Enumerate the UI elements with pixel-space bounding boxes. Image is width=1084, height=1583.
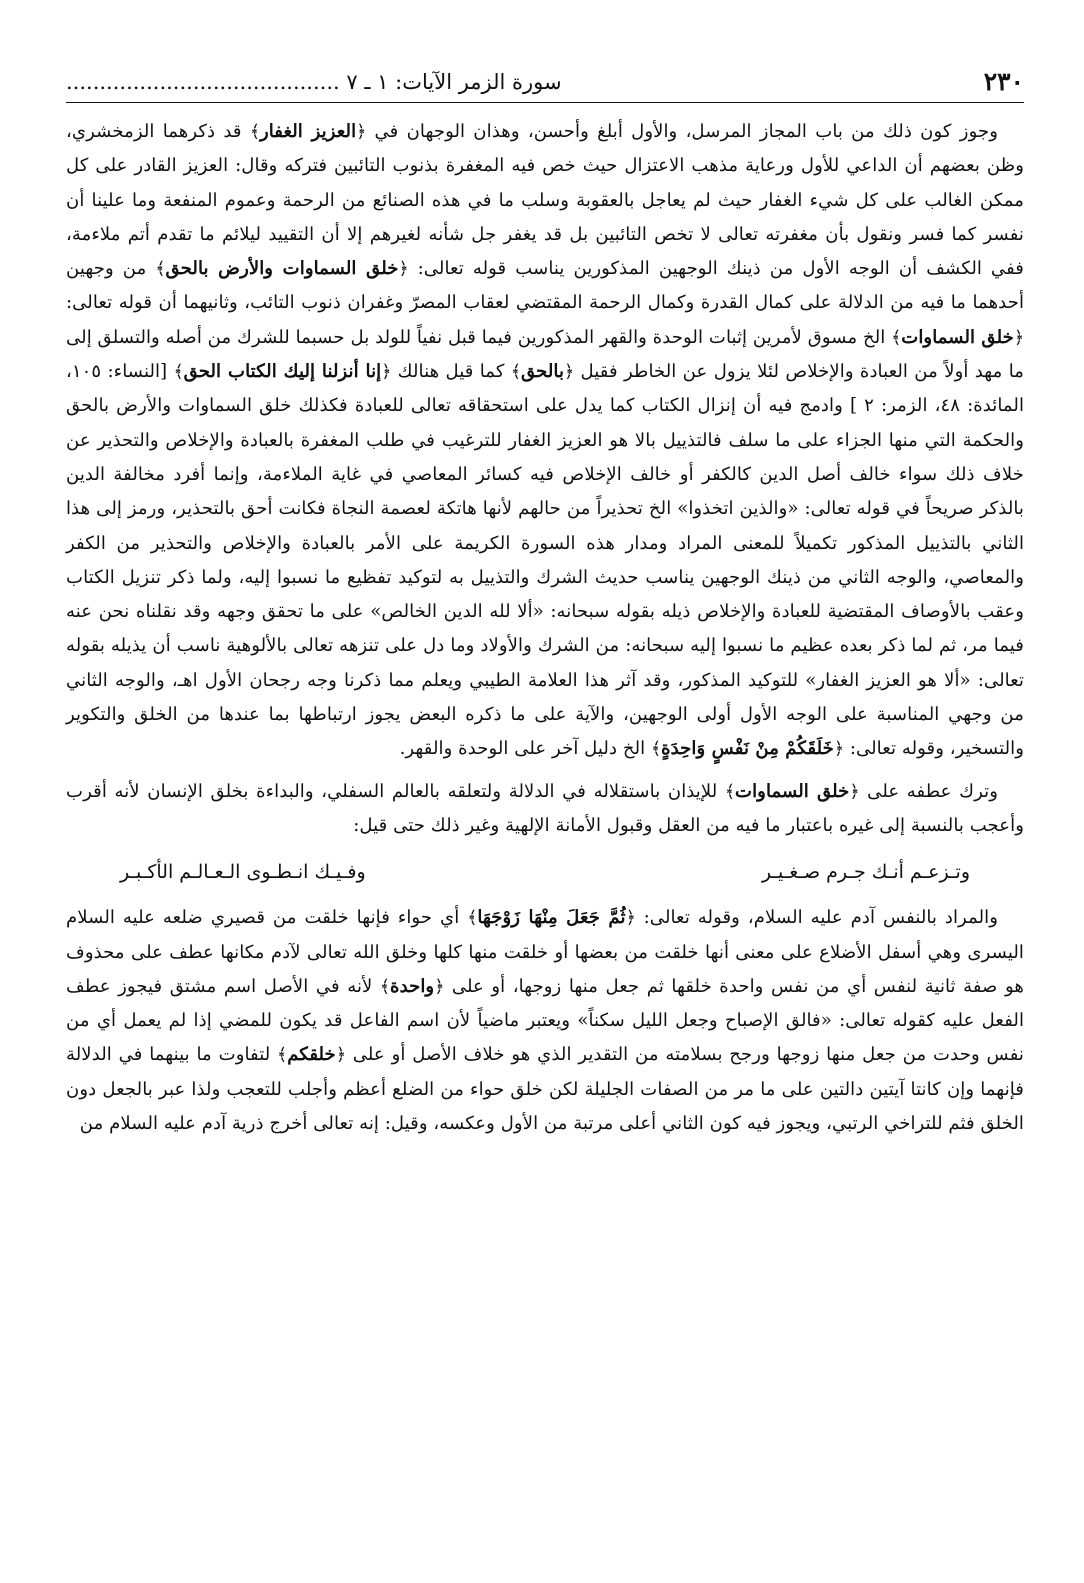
ornate-bracket-close: ﴾ <box>510 362 521 383</box>
ornate-bracket-close: ﴾ <box>155 259 166 280</box>
leader-dots: ......................................... <box>66 70 340 94</box>
ornate-bracket-open: ﴿ <box>356 122 367 142</box>
ornate-bracket-open: ﴿ <box>434 976 445 997</box>
body-text <box>66 115 1024 1141</box>
ornate-bracket-close: ﴾ <box>724 781 735 802</box>
ornate-bracket-close: ﴾ <box>650 739 662 760</box>
ornate-bracket-close: ﴾ <box>249 122 260 142</box>
paragraph-3 <box>66 901 1024 1141</box>
ornate-bracket-close: ﴾ <box>173 362 184 383</box>
quran-quote <box>250 121 366 142</box>
poetry-verse <box>120 855 970 889</box>
text-run: للإيذان باستقلاله في الدلالة ولتعلقه بالعالم السفلي، والبداءة بخلق الإنسان لأنه أقرب وأعجب بالنسبة إلى غيره باعتبار ما فيه من العقل وقبول الأمانة الإلهية وغير ذلك حتى قيل: <box>66 780 1024 836</box>
verse-first-hemistich: وتـزعـم أنـك جـرم صـغـيـر <box>761 861 970 884</box>
text-run: الخ دليل آخر على الوحدة والقهر. <box>399 738 651 760</box>
text-run: لتفاوت ما بينهما في الدلالة فإنهما وإن كانتا آيتين دالتين على ما مر من الصفات الجليلة لكن خلق حواء من الضلع أعظم وأجلب للتعجب ولذا عبر بالجعل دون الخلق فثم للتراخي الرتبي، ويجوز فيه كون الثاني أعلى مرتبة من الأول وعكسه، وقيل: إنه تعالى أخرج ذرية آدم عليه السلام من <box>66 1044 1024 1135</box>
quran-quote <box>380 976 444 997</box>
quote-text: خلقكم <box>287 1044 336 1066</box>
paragraph-1 <box>66 115 1024 767</box>
quote-text: واحدة <box>390 975 435 997</box>
quran-quote <box>651 738 844 759</box>
text-run: كما قيل هنالك <box>391 361 511 383</box>
verse-second-hemistich: وفـيـك انـطـوى الـعـالـم الأكـبـر <box>120 861 366 884</box>
quote-text: ثُمَّ جَعَلَ مِنْهَا زَوْجَهَا <box>477 907 626 929</box>
ornate-bracket-open: ﴿ <box>849 781 860 802</box>
ornate-bracket-open: ﴿ <box>625 908 636 929</box>
text-run: وترك عطفه على <box>859 780 998 802</box>
ornate-bracket-close: ﴾ <box>379 976 391 997</box>
quote-text: خلق السماوات <box>735 780 850 802</box>
text-run: الخ مسوق لأمرين إثبات الوحدة والقهر المذكورين فيما قبل نفياً للولد بل حسبما للشرك من أصله والتسلق إلى ما مهد أولاً من العبادة والإخلاص لئلا يزول عن الخاطر فقيل <box>66 326 1025 383</box>
quran-quote <box>173 361 391 382</box>
paragraph-2 <box>66 775 1024 844</box>
page <box>66 62 1024 1141</box>
quote-text: خَلَقَكُمْ مِنْ نَفْسٍ وَاحِدَةٍ <box>661 738 834 760</box>
page-header <box>66 62 1024 103</box>
text-run: والمراد بالنفس آدم عليه السلام، وقوله تعالى: <box>635 907 998 929</box>
quote-text: إنا أنزلنا إليك الكتاب الحق <box>183 361 382 383</box>
running-title-text: سورة الزمر الآيات: ١ ـ ٧ <box>346 70 562 94</box>
ornate-bracket-close: ﴾ <box>891 327 902 348</box>
running-title <box>66 62 562 102</box>
page-number: ٢٣٠ <box>983 67 1024 96</box>
ornate-bracket-open: ﴿ <box>833 739 845 760</box>
quote-text: خلق السماوات والأرض بالحق <box>165 258 399 280</box>
text-run: من وجهين أحدهما ما فيه من الدلالة على كمال القدرة وكمال الرحمة المقتضي لعقاب المصرّ وغفران ذنوب التائب، وثانيهما أن قوله تعالى: <box>66 258 1024 314</box>
quran-quote <box>155 258 408 279</box>
quran-quote <box>511 361 574 382</box>
ornate-bracket-open: ﴿ <box>1013 327 1024 348</box>
text-run: لأنه في الأصل اسم مشتق فيجوز عطف الفعل عليه كقوله تعالى: «فالق الإصباح وجعل الليل سكناً» ويعتبر ماضياً لأن اسم الفاعل قد يكون للمضي إذا لم يعمل أي من نفس وحدت من جعل منها زوجها ورجح بسلامته من التقدير الذي هو خلاف الأصل أو على <box>66 975 1024 1066</box>
quote-text: خلق السماوات <box>901 326 1014 348</box>
text-run: [النساء: ١٠٥، المائدة: ٤٨، الزمر: ٢ ] وادمج فيه أن إنزال الكتاب كما يدل على استحقاقه تعالى للعبادة فكذلك خلق السماوات والأرض بالحق والحكمة التي منها الجزاء على ما سلف فالتذييل بالا هو العزيز الغفار للترغيب في طلب المغفرة بالعبادة والإخلاص والتحذير عن خلاف ذلك سواء خالف أصل الدين كالكفر أو خالف الإخلاص فيه كسائر المعاصي في غاية الملاءمة، وإنما أفرد مخالفة الدين بالذكر صريحاً في قوله تعالى: «والذين اتخذوا» الخ تحذيراً من حالهم لأنها هاتكة لعصمة النجاة فكانت أحق بالتحذير، ورمز إلى هذا الثاني بالتذييل المذكور تكميلاً للمعنى المراد ومدار هذه السورة الكريمة على الأمر بالعبادة والإخلاص والتحذير من الكفر والمعاصي، والوجه الثاني من ذينك الوجهين يناسب حديث الشرك والتذييل به لتوكيد تفظيع ما نسبوا إليه، ولما ذكر تنزيل الكتاب وعقب بالأوصاف المقتضية للعبادة والإخلاص ذيله بقوله سبحانه: «ألا لله الدين الخالص» على ما تحقق وجهه وقد نقلناه نحن عنه فيما مر، ثم لما ذكر بعده عظيم ما نسبوا إليه سبحانه: من الشرك والأولاد وما دل على تنزهه تعالى بالألوهية ناسب أن يذيله بقوله تعالى: «ألا هو العزيز الغفار» للتوكيد المذكور، وقد آثر هذا العلامة الطيبي ويعلم مما ذكرنا وجه رجحان الأول اهـ، والوجه الثاني من وجهي المناسبة على الوجه الأول أولى الوجهين، والآية على ما ذكره البعض يجوز ارتباطها بما عندها من الخلق والتكوير والتسخير، وقوله تعالى: <box>66 361 1025 760</box>
quran-quote <box>277 1044 346 1065</box>
quran-quote <box>725 781 860 802</box>
text-run: أي حواء فإنها خلقت من قصيري ضلعه عليه السلام اليسرى وهي أسفل الأضلاع على معنى أنها خلقت من بعضها أو خلقت منها كلها وخلق الله تعالى لآدم مكانها عطف على محذوف هو صفة ثانية لنفس أي من نفس واحدة خلقها ثم جعل منها زوجها، أو على <box>66 907 1024 997</box>
quran-quote <box>467 907 636 928</box>
quran-quote <box>891 327 1024 348</box>
quote-text: بالحق <box>520 361 565 383</box>
ornate-bracket-close: ﴾ <box>277 1045 288 1066</box>
text-run: وجوز كون ذلك من باب المجاز المرسل، والأول أبلغ وأحسن، وهذان الوجهان في <box>366 121 998 142</box>
ornate-bracket-open: ﴿ <box>398 259 409 280</box>
ornate-bracket-open: ﴿ <box>381 362 392 383</box>
text-run: قد ذكرهما الزمخشري، وظن بعضهم أن الداعي للأول ورعاية مذهب الاعتزال حيث خص فيه المغفرة بذنوب التائبين فتركه وقال: العزيز القادر على كل ممكن الغالب على كل شيء الغفار حيث لم يعاجل بالعقوبة وسلب ما في هذه الصنائع من الرحمة وعموم المنفعة وما علينا أن نفسر كما فسر ونقول بأن مغفرته تعالى لا تخص التائبين بل قد يغفر جل شأنه لغيرهم إلا أن التقييد ليلائم ما تقدم أتم ملاءمة، ففي الكشف أن الوجه الأول من ذينك الوجهين المذكورين يناسب قوله تعالى: <box>66 121 1024 280</box>
ornate-bracket-open: ﴿ <box>335 1045 346 1066</box>
quote-text: العزيز الغفار <box>259 121 357 142</box>
ornate-bracket-open: ﴿ <box>564 362 575 383</box>
ornate-bracket-close: ﴾ <box>467 908 478 929</box>
